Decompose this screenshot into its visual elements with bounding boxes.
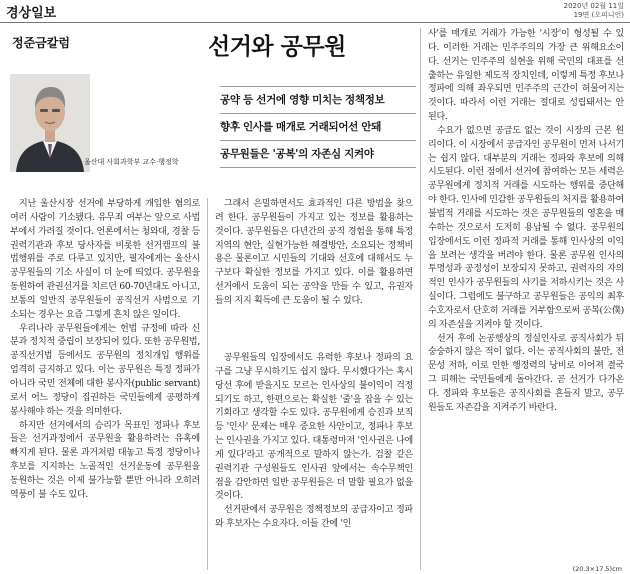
paragraph: 선거판에서 공무원은 정책정보의 공급자이고 정파와 후보자는 수요자다. 이들 간에 '인 xyxy=(215,505,413,530)
dateline-page: 19면 (오피니언) xyxy=(573,11,624,19)
column-divider xyxy=(420,28,421,570)
paragraph: 선거 후에 논공행상의 정실인사로 공직사회가 뒤숭숭하지 않은 적이 없다. 이는 공직사회의 불만, 전문성 저하, 이로 인한 행정력의 낭비로 이어져 결국 그 피해는 국민들에게 돌아간다. 곧 선거가 다가온다. 정파와 후보들은 공직사회를 흔들지 말고, 공무원들도 자존감을 지켜주기 바란다. xyxy=(428,333,624,413)
paragraph: 우리나라 공무원들에게는 헌법 규정에 따라 신분과 정치적 중립이 보장되어 있다. 또한 공무원법, 공직선거법 등에서도 공무원의 정치개입 행위를 엄격히 금지하고 있다. 이는 공무원은 특정 정파가 아니라 국민 전체에 대한 봉사자(public servant)로서 어느 정당이 집권하든 국민들에게 공평하게 봉사해야 하는 것을 의미한다. xyxy=(10,323,200,417)
paragraph: 지난 울산시장 선거에 부당하게 개입한 혐의로 여러 사람이 기소됐다. 유무죄 여부는 앞으로 사법부에서 가려질 것이다. 언론에서는 청와대, 경찰 등 권력기관과 후보 당사자를 비롯한 선거캠프의 불법행위를 주로 다루고 있지만, 필자에게는 울산시 공무원들의 기소 사실이 더 눈에 띄었다. 공무원을 동원하여 관권선거를 치르던 60-70년대도 아니고, 보통의 일반직 공무원들이 공직선거 사범으로 기소되는 경우는 요즘 그렇게 흔치 않은 일이다. xyxy=(10,199,200,320)
author-photo xyxy=(10,74,90,172)
body-column-1 xyxy=(10,198,200,570)
body-column-2-bottom xyxy=(215,352,413,572)
subhead-divider xyxy=(220,167,416,168)
body-column-3 xyxy=(428,28,624,568)
column-divider xyxy=(207,198,208,570)
dateline-date: 2020년 02월 11일 xyxy=(563,2,624,10)
author-portrait-icon xyxy=(10,74,90,172)
subhead-1: 공약 등 선거에 영향 미치는 정책정보 xyxy=(220,94,385,106)
paragraph: 하지만 선거에서의 승리가 목표인 정파나 후보들은 선거과정에서 공무원을 활용하려는 유혹에 빠지게 된다. 물론 과거처럼 대놓고 특정 정당이나 후보를 지지하는 노골적인 선거운동에 공무원을 동원하는 것은 이제 불가능할 뿐만 아니라 오히려 역풍이 불 수도 있다. xyxy=(10,420,200,500)
subhead-3: 공무원들은 '공복'의 자존심 지켜야 xyxy=(220,148,374,160)
paragraph: 공무원들의 입장에서도 유력한 후보나 정파의 요구를 그냥 무시하기도 쉽지 않다. 무시했다가는 혹시 당선 후에 받을지도 모르는 인사상의 불이익이 걱정되기도 하고, 한편으로는 확실한 '줄'을 잡을 수 있는 기회라고 생각할 수도 있다. 공무원에게 승진과 보직 등 '인사' 문제는 매우 중요한 사안이고, 정파나 후보는 인사권을 가지고 있다. 대통령마저 '인사권은 나에게 있다'라고 공개적으로 말하지 않는가. 검찰 같은 권력기관 구성원들도 인사권 앞에서는 속수무책인 점을 감안하면 일반 공무원들은 더 말할 필요가 없을 것이다. xyxy=(215,353,413,502)
subheads xyxy=(220,86,420,168)
author-caption: 울산대 사회과학부 교수·행정학 xyxy=(84,158,179,166)
article-dimensions: (20.3×17.5)cm xyxy=(572,565,622,573)
paragraph: 그래서 은밀하면서도 효과적인 다른 방법을 찾으려 한다. 공무원들이 가지고 있는 정보를 활용하는 것이다. 공무원들은 다년간의 공직 경험을 통해 특정 지역의 현안, 실현가능한 해결방안, 소요되는 정책비용은 물론이고 시민들의 기대와 선호에 대해서도 누구보다 확실한 정보를 가지고 있다. 이를 활용하면 선거에서 도움이 되는 공약을 만들 수 있고, 유권자들의 지지 획득에 큰 도움이 될 수 있다. xyxy=(215,199,413,306)
paragraph: 사'를 매개로 거래가 가능한 '시장'이 형성될 수 있다. 이러한 거래는 민주주의의 가장 큰 위해요소이다. 선거는 민주주의 실현을 위해 국민의 대표를 선출하는 유일한 제도적 장치인데, 이렇게 특정 후보나 정파에 의해 좌우되면 민주주의 근간이 허물어지는 것이다. 따라서 이런 거래는 절대로 성립돼서는 안 된다. xyxy=(428,29,624,123)
body-column-2-top xyxy=(215,198,413,348)
column-name: 정준금칼럼 xyxy=(12,36,70,50)
dateline xyxy=(564,2,624,20)
headline: 선거와 공무원 xyxy=(208,34,346,60)
top-rule xyxy=(0,22,630,23)
paragraph: 수요가 없으면 공급도 없는 것이 시장의 근본 원리이다. 이 시장에서 공급자인 공무원이 먼저 나서기는 쉽지 않다. 대부분의 거래는 정파와 후보에 의해 시도된다. 이런 점에서 선거에 참여하는 모든 세력은 공무원에게 정치적 거래를 시도하는 행위를 중단해야 한다. 인사에 민감한 공무원들의 처지를 활용하여 불법적 거래를 시도하는 것은 공무원들의 영혼을 매수하는 것으로서 도저히 용납될 수 없다. 공무원의 입장에서도 이런 정파적 거래를 통해 인사상의 이익을 보려는 생각을 버려야 한다. 물론 공무원 인사의 투명성과 공정성이 보장되지 못하고, 권력자의 자의적인 인사가 공무원들의 사기를 저하시키는 것은 사실이다. 그럼에도 불구하고 공무원들은 공익의 최후 수호자로서 단호히 거래를 거부함으로써 공복(公僕)의 자존심을 지켜야 할 것이다. xyxy=(428,125,624,330)
masthead: 경상일보 xyxy=(6,6,57,21)
subhead-2: 향후 인사를 매개로 거래되어선 안돼 xyxy=(220,121,382,133)
